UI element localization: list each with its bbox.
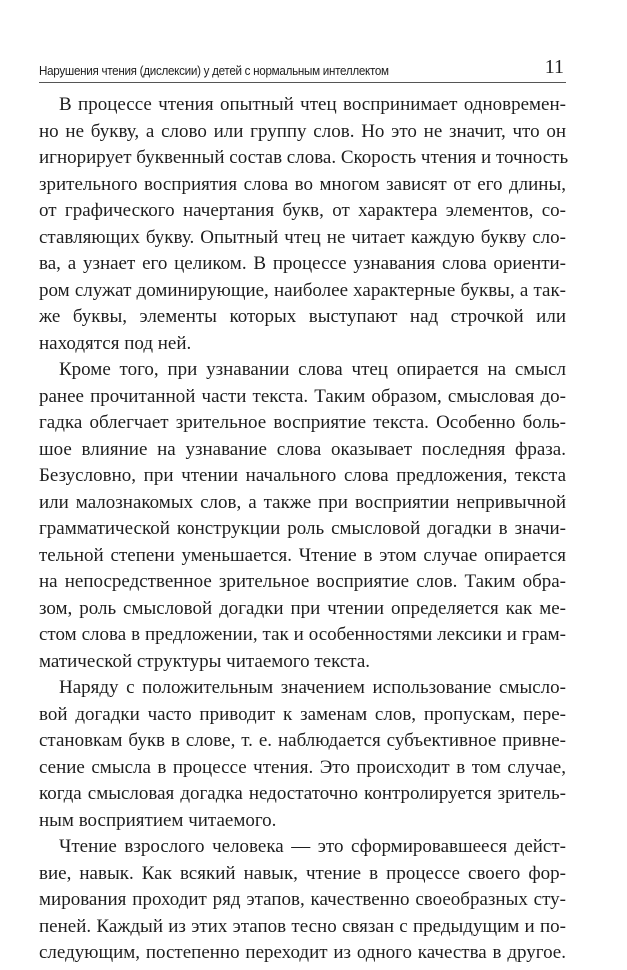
text-line: грамматической конструкции роль смысловой догадки в значи- <box>39 518 566 539</box>
text-line: тельной степени уменьшается. Чтение в этом случае опирается <box>39 544 566 566</box>
text-line: ва, а узнает его целиком. В процессе узнавания слова ориенти- <box>39 253 566 274</box>
text-line: становкам букв в слове, т. е. наблюдается субъективное привне- <box>39 730 566 751</box>
text-line: зом, роль смысловой догадки при чтении определяется как ме- <box>39 597 566 619</box>
text-line: когда смысловая догадка недостаточно контролируется зритель- <box>39 783 566 804</box>
text-line: ранее прочитанной части текста. Таким образом, смысловая до- <box>39 385 566 407</box>
text-line: находятся под ней. <box>39 332 192 354</box>
text-line: от графического начертания букв, от характера элементов, со- <box>39 200 566 221</box>
text-line: игнорирует буквенный состав слова. Скорость чтения и точность <box>39 147 569 168</box>
text-line: же буквы, элементы которых выступают над строчкой или <box>39 306 566 327</box>
paragraph <box>39 675 566 834</box>
text-line: Безусловно, при чтении начального слова предложения, текста <box>39 465 566 486</box>
text-line: сение смысла в процессе чтения. Это происходит в том случае, <box>39 756 566 778</box>
running-title: Нарушения чтения (дислексии) у детей с нормальным интеллектом <box>39 64 389 78</box>
text-line: шое влияние на узнавание слова оказывает последняя фраза. <box>39 438 566 460</box>
text-line: следующим, постепенно переходит из одного качества в другое. <box>39 942 566 963</box>
text-line: ставляющих букву. Опытный чтец не читает каждую букву сло- <box>39 226 566 248</box>
text-line: вие, навык. Как всякий навык, чтение в процессе своего фор- <box>39 862 566 884</box>
text-line: матической структуры читаемого текста. <box>39 650 371 672</box>
text-line: или малознакомых слов, а также при восприятии непривычной <box>39 491 566 513</box>
paragraph <box>39 834 566 967</box>
text-line: зрительного восприятия слова во многом зависят от его длины, <box>39 173 566 195</box>
paragraph <box>39 357 566 675</box>
text-line: гадка облегчает зрительное восприятие текста. Особенно боль- <box>39 412 566 433</box>
text-line: пеней. Каждый из этих этапов тесно связан с предыдущим и по- <box>39 915 566 937</box>
text-line: Чтение взрослого человека — это сформировавшееся дейст- <box>59 836 566 857</box>
text-line: ром служат доминирующие, наиболее характерные буквы, а так- <box>39 279 566 301</box>
page-number: 11 <box>544 56 564 78</box>
text-line: но не букву, а слово или группу слов. Но это не значит, что он <box>39 120 566 142</box>
text-line: Наряду с положительным значением использование смысло- <box>59 677 566 698</box>
text-line: вой догадки часто приводит к заменам слов, пропускам, пере- <box>39 703 566 725</box>
paragraph <box>39 92 569 357</box>
text-line: ным восприятием читаемого. <box>39 809 277 831</box>
running-header <box>39 56 566 83</box>
text-line: на непосредственное зрительное восприятие слов. Таким обра- <box>39 571 566 592</box>
text-line: стом слова в предложении, так и особенностями лексики и грам- <box>39 624 566 645</box>
text-line: мирования проходит ряд этапов, качественно своеобразных сту- <box>39 889 566 910</box>
text-line: В процессе чтения опытный чтец воспринимает одновремен- <box>59 94 566 115</box>
text-line: Кроме того, при узнавании слова чтец опирается на смысл <box>59 359 566 380</box>
body-text <box>39 92 569 967</box>
